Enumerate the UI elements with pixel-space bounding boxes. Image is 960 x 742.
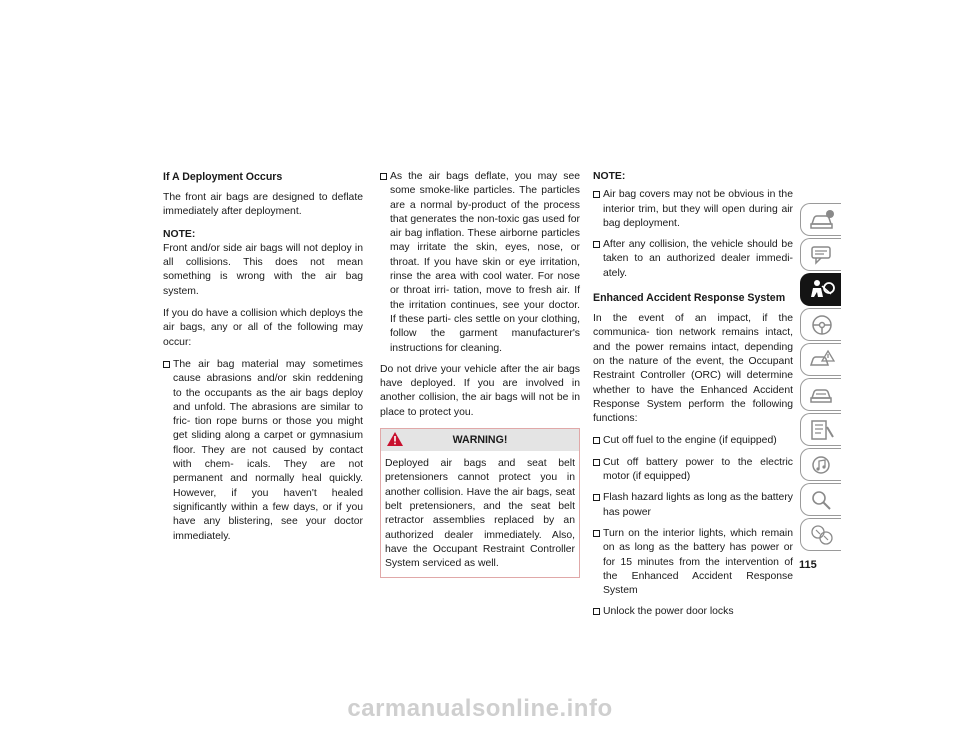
tab-starting-and-operating[interactable] — [800, 308, 841, 341]
tab-in-case-of-emergency[interactable] — [800, 343, 841, 376]
list-item — [380, 170, 580, 356]
tab-servicing-and-maintenance[interactable] — [800, 378, 841, 411]
bullet-list — [593, 434, 793, 619]
column-left — [163, 170, 363, 551]
car-warning-icon — [809, 349, 835, 371]
note-bullet-list — [593, 188, 793, 281]
square-bullet-icon — [163, 361, 170, 368]
section-tabs — [800, 203, 842, 553]
list-item-text: Turn on the interior lights, which remain on as long as the battery has power or for 15 minutes from the intervention of the Enhanced Accident Response System — [603, 527, 793, 597]
paragraph: If you do have a collision which deploys the air bags, any or all of the following may occur: — [163, 308, 363, 348]
section-heading-earss: Enhanced Accident Response System — [593, 292, 786, 305]
square-bullet-icon — [593, 608, 600, 615]
square-bullet-icon — [593, 494, 600, 501]
language-icon — [809, 524, 835, 546]
dashboard-message-icon — [809, 244, 835, 266]
note-block — [163, 228, 363, 299]
warning-text: Deployed air bags and seat belt pretensioners cannot protect you in another collision. Have the air bags, seat belt pretensioners, and the seat belt retractor assemblies replaced by an authorized dealer immediately. Also, have the Occupant Restraint Controller System serviced as well. — [385, 458, 575, 570]
car-info-icon — [809, 209, 835, 231]
bullet-list — [163, 358, 363, 544]
square-bullet-icon — [593, 191, 600, 198]
tab-multimedia[interactable] — [800, 448, 841, 481]
square-bullet-icon — [593, 530, 600, 537]
list-item-text: Unlock the power door locks — [603, 606, 734, 618]
list-item-text: The air bag material may sometimes cause abrasions and/or skin reddening to the occupants as the air bags deploy and unfold. The abrasions are similar to fric- tion rope burns or those you might get sliding along a carpet or gymnasium floor. They are not caused by contact with chem- icals. They are not permanent and normally heal quickly. However, if you haven't healed significantly within a few days, or if you have any blistering, see your doctor immediately. — [173, 358, 363, 542]
list-item — [593, 456, 793, 485]
tab-safety[interactable] — [800, 273, 841, 306]
warning-header — [381, 429, 579, 451]
tab-getting-to-know-instrument-panel[interactable] — [800, 238, 841, 271]
list-item-text: Cut off fuel to the engine (if equipped) — [603, 435, 777, 447]
tab-getting-to-know-vehicle[interactable] — [800, 203, 841, 236]
bullet-list — [380, 170, 580, 356]
list-item — [593, 605, 793, 619]
search-index-icon — [809, 489, 835, 511]
list-item — [593, 434, 793, 448]
square-bullet-icon — [593, 459, 600, 466]
tab-technical-specifications[interactable] — [800, 413, 841, 446]
tab-index[interactable] — [800, 483, 841, 516]
warning-triangle-icon — [387, 432, 403, 446]
square-bullet-icon — [593, 241, 600, 248]
checklist-wrench-icon — [809, 419, 835, 441]
list-item — [163, 358, 363, 544]
note-text: Front and/or side air bags will not deploy in all collisions. This does not mean something is wrong with the air bag system. — [163, 242, 363, 297]
steering-wheel-icon — [809, 314, 835, 336]
paragraph: The front air bags are designed to deflate immediately after deployment. — [163, 192, 363, 218]
page-number: 115 — [799, 559, 817, 571]
square-bullet-icon — [593, 437, 600, 444]
list-item-text: Air bag covers may not be obvious in the interior trim, but they will open during air bag deployment. — [603, 189, 793, 229]
column-middle — [380, 170, 580, 578]
list-item — [593, 238, 793, 281]
tab-languages[interactable] — [800, 518, 841, 551]
list-item — [593, 188, 793, 231]
note-label: NOTE: — [163, 228, 196, 240]
list-item-text: Cut off battery power to the electric motor (if equipped) — [603, 456, 793, 483]
section-heading-deployment: If A Deployment Occurs — [163, 171, 283, 183]
safety-airbag-icon — [809, 279, 835, 301]
watermark: carmanualsonline.info — [347, 695, 613, 722]
note-label: NOTE: — [593, 171, 626, 182]
list-item-text: Flash hazard lights as long as the battery has power — [603, 492, 793, 518]
media-music-icon — [809, 454, 835, 476]
warning-title: WARNING! — [452, 434, 508, 447]
paragraph: Do not drive your vehicle after the air bags have deployed. If you are involved in another collision, the air bags will not be in place to protect you. — [380, 363, 580, 418]
list-item-text: After any collision, the vehicle should be taken to an authorized dealer immedi- ately. — [603, 239, 793, 279]
list-item-text: As the air bags deflate, you may see some smoke-like particles. The particles are a normal by-product of the process that generates the non-toxic gas used for air bag inflation. These airborne particles may irritate the skin, eyes, nose, or throat. If you have skin or eye irritation, rinse the area with cool water. For nose or throat irri- tation, move to fresh air. If the irritation continues, see your doctor. If these parti- cles settle on your clothing, follow the garment manufacturer's instructions for cleaning. — [390, 171, 580, 354]
column-right — [593, 170, 793, 627]
paragraph: In the event of an impact, if the communica- tion network remains intact, and the power remains intact, depending on the nature of the event, the Occupant Restraint Controller (ORC) will determine whether to have the Enhanced Accident Response System perform the following functions: — [593, 313, 793, 425]
list-item — [593, 527, 793, 598]
warning-box — [380, 428, 580, 578]
list-item — [593, 491, 793, 520]
square-bullet-icon — [380, 173, 387, 180]
car-service-icon — [809, 384, 835, 406]
